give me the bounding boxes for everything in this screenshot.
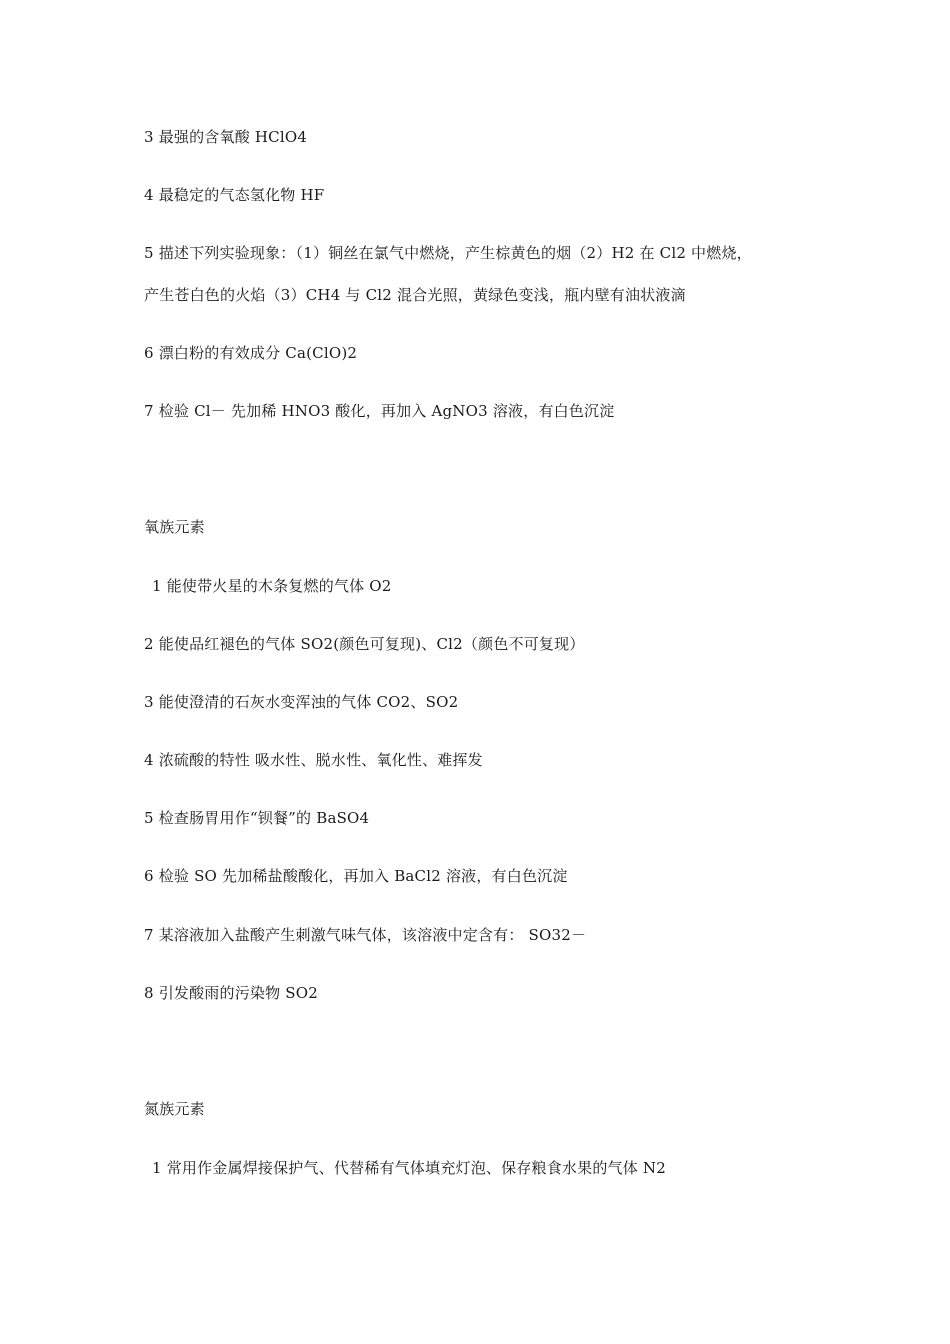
halogen-item-3: 3 最强的含氧酸 HClO4 [144, 128, 308, 146]
nitrogen-family-item-1: 1 常用作金属焊接保护气、代替稀有气体填充灯泡、保存粮食水果的气体 N2 [152, 1159, 666, 1177]
halogen-item-5-line-2: 产生苍白色的火焰（3）CH4 与 Cl2 混合光照，黄绿色变浅，瓶内壁有油状液滴 [144, 286, 686, 304]
oxygen-family-item-2: 2 能使品红褪色的气体 SO2(颜色可复现)、Cl2（颜色不可复现） [144, 635, 585, 653]
halogen-item-4: 4 最稳定的气态氢化物 HF [144, 186, 325, 204]
oxygen-family-item-7: 7 某溶液加入盐酸产生刺激气味气体，该溶液中定含有： SO32－ [144, 926, 587, 944]
nitrogen-family-heading: 氮族元素 [144, 1100, 205, 1118]
halogen-item-5-line-1: 5 描述下列实验现象：（1）铜丝在氯气中燃烧，产生棕黄色的烟（2）H2 在 Cl2 中燃烧， [144, 244, 752, 262]
halogen-item-7: 7 检验 Cl－ 先加稀 HNO3 酸化，再加入 AgNO3 溶液，有白色沉淀 [144, 402, 615, 420]
oxygen-family-item-1: 1 能使带火星的木条复燃的气体 O2 [152, 577, 392, 595]
halogen-item-6: 6 漂白粉的有效成分 Ca(ClO)2 [144, 344, 358, 362]
oxygen-family-item-4: 4 浓硫酸的特性 吸水性、脱水性、氧化性、难挥发 [144, 751, 483, 769]
oxygen-family-item-6: 6 检验 SO 先加稀盐酸酸化，再加入 BaCl2 溶液，有白色沉淀 [144, 867, 568, 885]
oxygen-family-item-8: 8 引发酸雨的污染物 SO2 [144, 984, 318, 1002]
oxygen-family-heading: 氧族元素 [144, 518, 205, 536]
oxygen-family-item-3: 3 能使澄清的石灰水变浑浊的气体 CO2、SO2 [144, 693, 459, 711]
oxygen-family-item-5: 5 检查肠胃用作“钡餐”的 BaSO4 [144, 809, 370, 827]
